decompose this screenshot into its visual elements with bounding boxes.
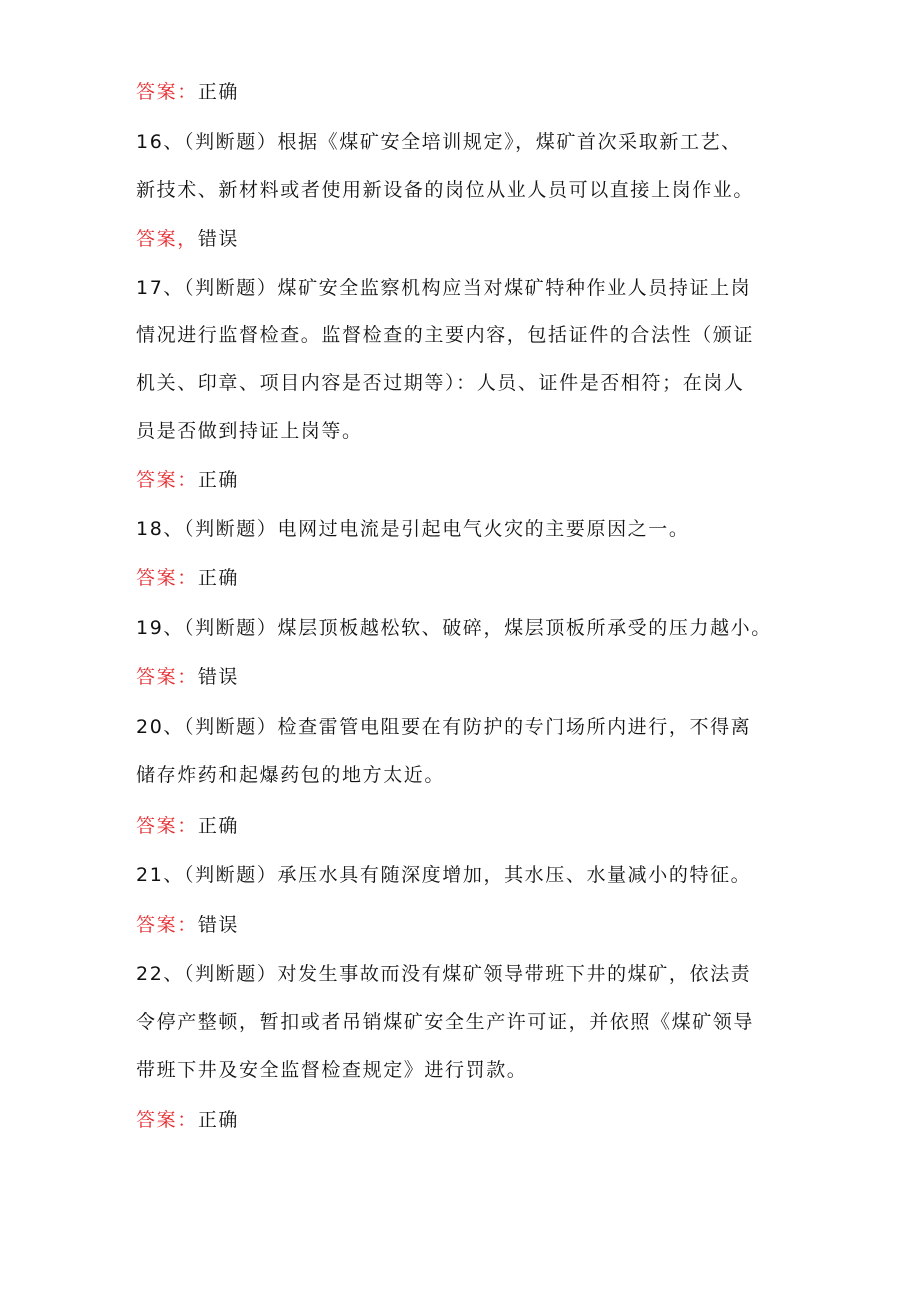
answer-line [136, 1105, 796, 1135]
answer-label: 答案： [136, 1109, 198, 1131]
answer-label: 答案： [136, 567, 198, 589]
answer-line [136, 224, 796, 254]
answer-value: 错误 [197, 228, 240, 250]
answer-line [136, 563, 796, 593]
question-text-line: 带班下井及安全监督检查规定》进行罚款。 [136, 1059, 528, 1081]
answer-value: 正确 [197, 81, 240, 103]
answer-label: 答案， [136, 228, 198, 250]
question-text-line: 令停产整顿，暂扣或者吊销煤矿安全生产许可证，并依照《煤矿领导 [136, 1011, 755, 1033]
answer-line [136, 910, 796, 940]
question-text-line: 22、（判断题）对发生事故而没有煤矿领导带班下井的煤矿，依法责 [136, 963, 752, 985]
question-text-line: 情况进行监督检查。监督检查的主要内容，包括证件的合法性（颁证 [136, 324, 755, 346]
answer-line [136, 811, 796, 841]
question-text-line: 17、（判断题）煤矿安全监察机构应当对煤矿特种作业人员持证上岗 [136, 277, 752, 299]
answer-label: 答案： [136, 914, 198, 936]
answer-line [136, 77, 796, 107]
answer-value: 正确 [197, 469, 240, 491]
answer-line [136, 465, 796, 495]
answer-label: 答案： [136, 815, 198, 837]
answer-line [136, 662, 796, 692]
question-text-line: 机关、印章、项目内容是否过期等）：人员、证件是否相符；在岗人 [136, 372, 745, 394]
answer-value: 正确 [197, 567, 240, 589]
question-text-line: 21、（判断题）承压水具有随深度增加，其水压、水量减小的特征。 [136, 864, 752, 886]
question-text-line: 19、（判断题）煤层顶板越松软、破碎，煤层顶板所承受的压力越小。 [136, 617, 772, 639]
answer-label: 答案： [136, 469, 198, 491]
question-text-line: 储存炸药和起爆药包的地方太近。 [136, 764, 446, 786]
answer-label: 答案： [136, 666, 198, 688]
question-text-line: 20、（判断题）检查雷管电阻要在有防护的专门场所内进行，不得离 [136, 716, 752, 738]
question-text-line: 16、（判断题）根据《煤矿安全培训规定》，煤矿首次采取新工艺、 [136, 131, 742, 153]
answer-value: 错误 [197, 666, 240, 688]
answer-value: 正确 [197, 1109, 240, 1131]
question-text-line: 18、（判断题）电网过电流是引起电气火灾的主要原因之一。 [136, 518, 690, 540]
answer-label: 答案： [136, 81, 198, 103]
question-text-line: 新技术、新材料或者使用新设备的岗位从业人员可以直接上岗作业。 [136, 179, 755, 201]
answer-value: 错误 [197, 914, 240, 936]
question-text-line: 员是否做到持证上岗等。 [136, 420, 363, 442]
answer-value: 正确 [197, 815, 240, 837]
